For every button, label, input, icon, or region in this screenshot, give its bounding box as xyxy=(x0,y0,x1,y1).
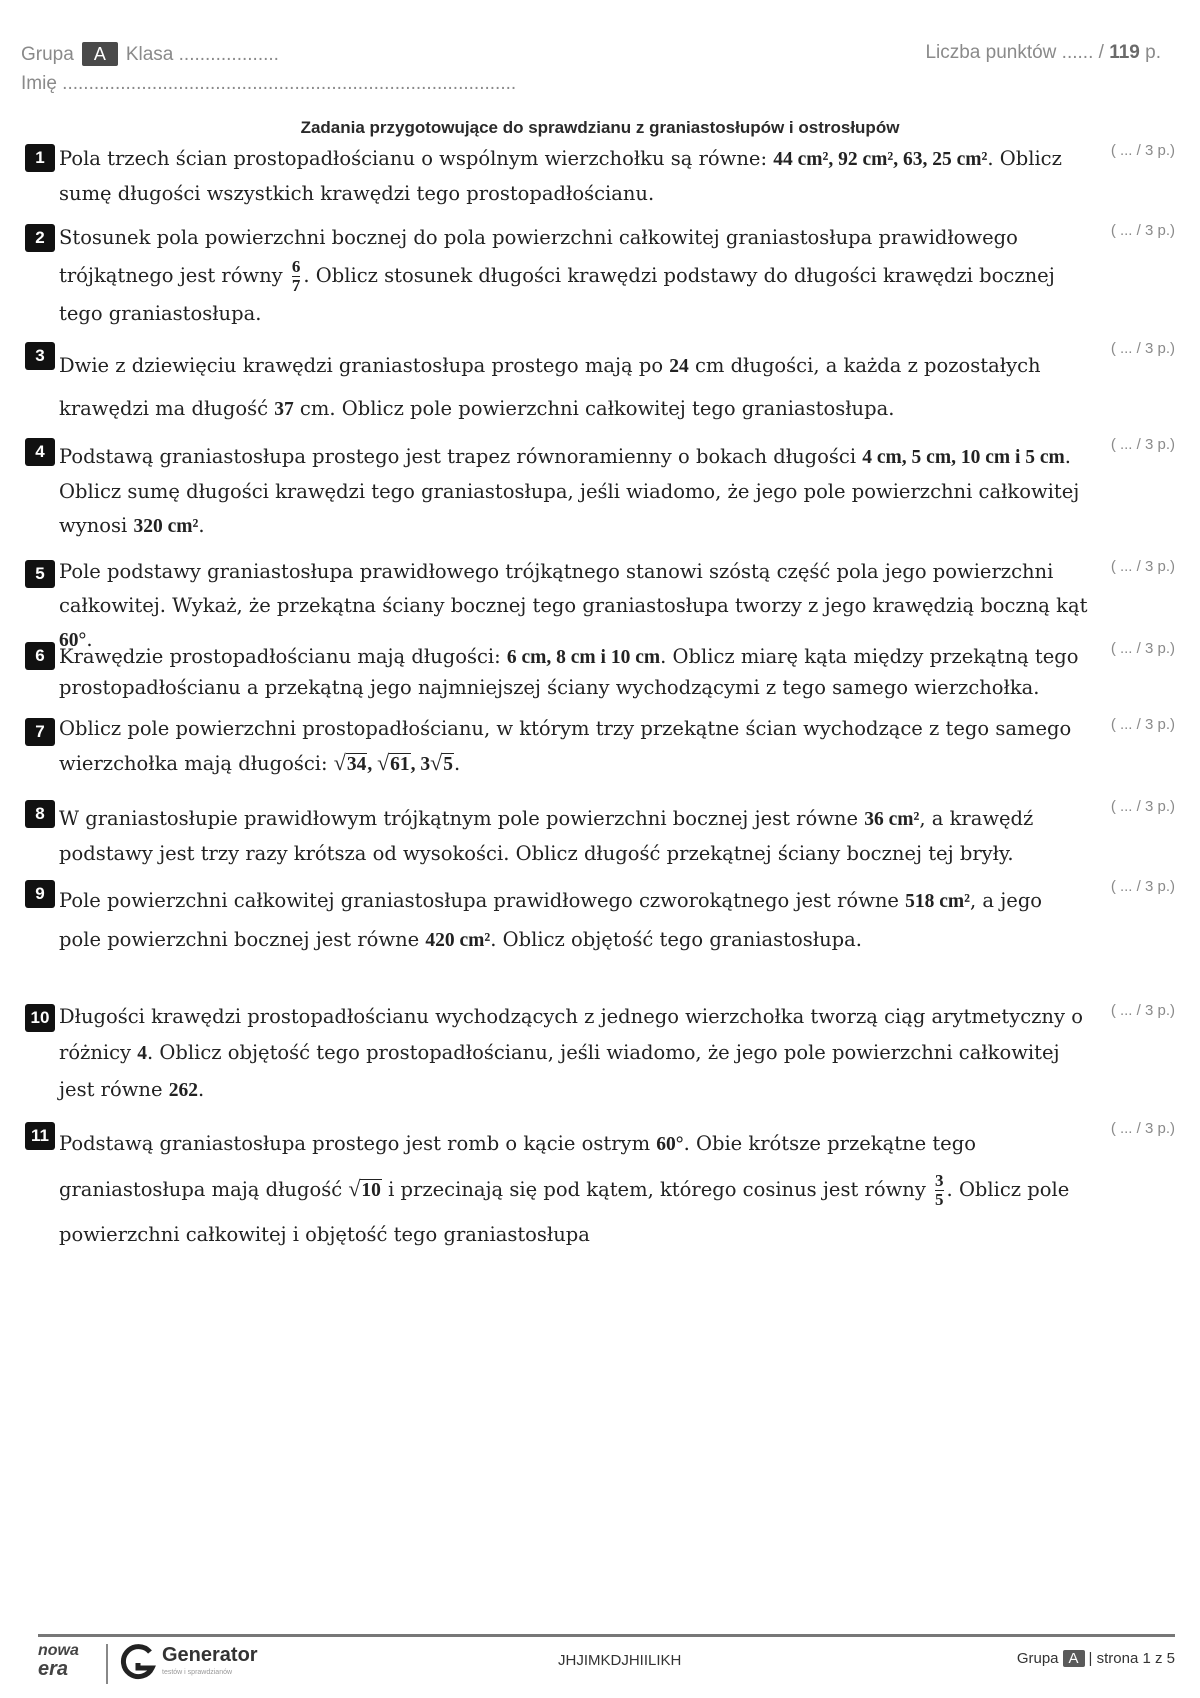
math-expr: 60° xyxy=(656,1134,684,1155)
text-part: Pole powierzchni całkowitej graniastosłupa prawidłowego czworokątnego jest równe xyxy=(59,889,906,912)
group-class-line xyxy=(21,42,279,66)
math-expr: 420 cm² xyxy=(425,930,491,951)
text-part: Stosunek pola powierzchni bocznej do pola powierzchni całkowitej graniastosłupa prawidłowego trójkątnego jest równy xyxy=(59,226,1018,287)
sqrt-coefficient: 3 xyxy=(420,754,431,775)
task-points: ( ... / 3 p.) xyxy=(1110,1120,1175,1137)
points-line xyxy=(925,42,1161,64)
task-number: 8 xyxy=(25,800,55,828)
task-number: 9 xyxy=(25,880,55,908)
fraction xyxy=(935,1172,944,1209)
text-part: . xyxy=(454,752,461,775)
task-text xyxy=(59,802,1089,871)
text-part: W graniastosłupie prawidłowym trójkątnym pole powierzchni bocznej jest równe xyxy=(59,807,865,830)
logo-text: era xyxy=(38,1658,69,1680)
text-part: . Oblicz pole powierzchni całkowitej i objętość tego graniastosłupa xyxy=(59,1178,1070,1246)
math-expr: 24 xyxy=(669,356,689,377)
text-part: cm. Oblicz pole powierzchni całkowitej tego graniastosłupa. xyxy=(293,397,895,420)
logo-subtext: testów i sprawdzianów xyxy=(162,1669,233,1676)
task-number: 10 xyxy=(25,1004,55,1032)
task-points: ( ... / 3 p.) xyxy=(1110,716,1175,733)
math-expr: 4 cm, 5 cm, 10 cm i 5 cm xyxy=(862,447,1065,468)
task-text xyxy=(59,882,1089,960)
text-part: Krawędzie prostopadłościanu mają długości: xyxy=(59,645,507,668)
sqrt-value: 5 xyxy=(443,754,453,775)
footer-grupa-badge: A xyxy=(1063,1650,1085,1667)
task-number: 1 xyxy=(25,144,55,172)
document-code: JHJIMKDJHIILIKH xyxy=(558,1652,682,1669)
sqrt-value: 61 xyxy=(390,754,410,775)
math-expr: 262 xyxy=(168,1080,198,1101)
generator-g-icon xyxy=(120,1644,156,1682)
task-number: 2 xyxy=(25,224,55,252)
text-part: Pola trzech ścian prostopadłościanu o wspólnym wierzchołku są równe: xyxy=(59,147,774,170)
klasa-field: Klasa ................... xyxy=(125,44,279,65)
text-part: Pole podstawy graniastosłupa prawidłowego trójkątnego stanowi szóstą część pola jego powierzchni całkowitej. Wykaż, że przekątna ściany bocznej tego graniastosłupa tworzy z jego krawędzią boczną kąt xyxy=(59,560,1088,617)
grupa-label: Grupa xyxy=(21,44,74,65)
math-expr: 37 xyxy=(274,399,294,420)
task-points: ( ... / 3 p.) xyxy=(1110,142,1175,159)
text-part: . Oblicz miarę kąta między przekątną tego prostopadłościanu a przekątną jego najmniejszej ściany wychodzącymi z tego samego wierzchołka. xyxy=(59,645,1079,699)
task-text xyxy=(59,999,1089,1109)
task-points: ( ... / 3 p.) xyxy=(1110,558,1175,575)
page-info xyxy=(1017,1650,1175,1667)
task-text xyxy=(59,440,1089,544)
task-number: 3 xyxy=(25,342,55,370)
text-part: . xyxy=(198,514,205,537)
task-text xyxy=(59,642,1089,703)
task-number: 6 xyxy=(25,642,55,670)
fraction-denominator: 5 xyxy=(935,1190,944,1209)
text-part: . Oblicz stosunek długości krawędzi podstawy do długości krawędzi bocznej tego graniastosłupa. xyxy=(59,264,1055,325)
sqrt-value: 10 xyxy=(361,1180,381,1201)
worksheet-header xyxy=(21,42,1161,102)
task-text xyxy=(59,219,1089,333)
text-part: . Oblicz objętość tego graniastosłupa. xyxy=(490,928,862,951)
fraction-numerator: 6 xyxy=(291,257,301,276)
page-footer xyxy=(38,1634,1175,1698)
text-part: Podstawą graniastosłupa prostego jest romb o kącie ostrym xyxy=(59,1132,657,1155)
task-points: ( ... / 3 p.) xyxy=(1110,222,1175,239)
logo-text: Generator xyxy=(162,1644,258,1666)
nowa-era-logo xyxy=(38,1642,93,1686)
logo-separator xyxy=(106,1644,108,1684)
text-part: Podstawą graniastosłupa prostego jest trapez równoramienny o bokach długości xyxy=(59,445,863,468)
task-points: ( ... / 3 p.) xyxy=(1110,1002,1175,1019)
task-text xyxy=(59,712,1089,782)
math-expr: 6 cm, 8 cm i 10 cm xyxy=(506,647,661,668)
text-part: . Oblicz objętość tego prostopadłościanu, jeśli wiadomo, że jego pole powierzchni całkowitej jest równe xyxy=(59,1041,1060,1101)
fraction xyxy=(292,258,301,295)
task-text xyxy=(59,1122,1089,1257)
text-part: Dwie z dziewięciu krawędzi graniastosłupa prostego mają po xyxy=(59,354,670,377)
name-field: Imię ...................................................................................... xyxy=(21,73,517,94)
text-part: . Oblicz sumę długości krawędzi tego graniastosłupa, jeśli wiadomo, że jego pole powierzchni całkowitej wynosi xyxy=(59,445,1080,537)
math-expr: 4 xyxy=(137,1043,148,1064)
sqrt-value: 34 xyxy=(346,754,367,775)
fraction-numerator: 3 xyxy=(935,1171,944,1190)
footer-divider xyxy=(38,1634,1175,1637)
sqrt-expr: √34, √61, 3√5 xyxy=(333,750,453,775)
task-points: ( ... / 3 p.) xyxy=(1110,798,1175,815)
text-part: Oblicz pole powierzchni prostopadłościanu, w którym trzy przekątne ścian wychodzące z tego samego wierzchołka mają długości: xyxy=(59,717,1072,775)
page-number: | strona 1 z 5 xyxy=(1088,1650,1175,1667)
text-part: cm długości, a każda z pozostałych krawędzi ma długość xyxy=(59,354,1041,420)
math-expr: 320 cm² xyxy=(133,516,199,537)
sqrt-expr: √10 xyxy=(348,1176,381,1201)
text-part: . Obie krótsze przekątne tego graniastosłupa mają długość xyxy=(59,1132,976,1201)
text-part: , a krawędź podstawy jest trzy razy krótsza od wysokości. Oblicz długość przekątnej ściany bocznej tej bryły. xyxy=(59,807,1034,865)
text-part: . xyxy=(197,1078,205,1101)
math-expr: 36 cm² xyxy=(864,809,920,830)
logo-text: nowa xyxy=(38,1642,79,1659)
task-points: ( ... / 3 p.) xyxy=(1110,878,1175,895)
task-points: ( ... / 3 p.) xyxy=(1110,640,1175,657)
points-total: 119 xyxy=(1109,42,1140,63)
task-number: 5 xyxy=(25,560,55,588)
task-text xyxy=(59,142,1089,211)
fraction-denominator: 7 xyxy=(291,276,301,295)
page-title: Zadania przygotowujące do sprawdzianu z graniastosłupów i ostrosłupów xyxy=(300,118,900,137)
footer-grupa-label: Grupa xyxy=(1016,1650,1059,1667)
text-part: . Oblicz sumę długości wszystkich krawędzi tego prostopadłościanu. xyxy=(59,147,1062,205)
task-number: 4 xyxy=(25,438,55,466)
text-part: , a jego pole powierzchni bocznej jest równe xyxy=(59,889,1043,951)
math-expr: 60° xyxy=(59,630,87,651)
math-expr: 44 cm², 92 cm², 63, 25 cm² xyxy=(773,149,988,170)
task-points: ( ... / 3 p.) xyxy=(1110,436,1175,453)
task-text xyxy=(59,345,1089,431)
text-part: i przecinają się pod kątem, którego cosinus jest równy xyxy=(381,1178,933,1201)
task-number: 7 xyxy=(25,718,55,746)
points-unit: p. xyxy=(1145,42,1161,63)
text-part: Długości krawędzi prostopadłościanu wychodzących z jednego wierzchołka tworzą ciąg arytmetyczny o różnicy xyxy=(59,1005,1083,1064)
math-expr: 518 cm² xyxy=(905,891,971,912)
grupa-badge: A xyxy=(82,42,118,66)
task-number: 11 xyxy=(25,1122,55,1150)
text-part: . xyxy=(86,628,93,651)
generator-logo xyxy=(120,1644,260,1684)
task-points: ( ... / 3 p.) xyxy=(1110,340,1175,357)
points-label: Liczba punktów ...... / xyxy=(925,42,1104,63)
